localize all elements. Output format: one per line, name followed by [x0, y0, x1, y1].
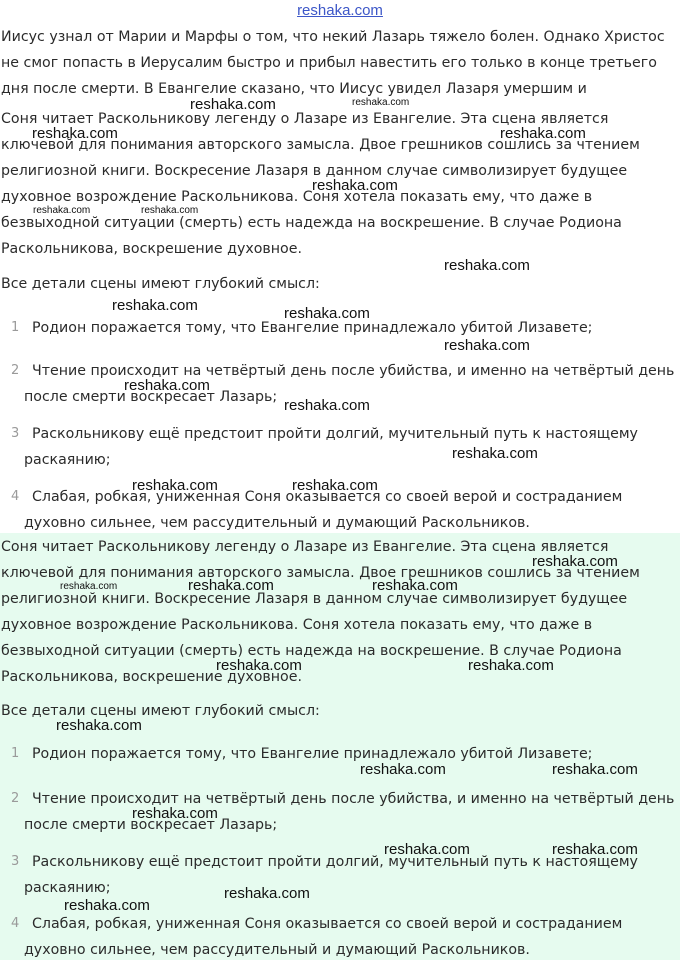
- list-item-text: Родион поражается тому, что Евангелие принадлежало убитой Лизавете;: [32, 320, 593, 336]
- watermark: reshaka.com: [552, 841, 638, 858]
- watermark: reshaka.com: [33, 205, 91, 216]
- list-item-number: 4: [11, 489, 20, 504]
- watermark: reshaka.com: [112, 297, 198, 314]
- watermark: reshaka.com: [132, 805, 218, 822]
- watermark: reshaka.com: [444, 257, 530, 274]
- watermark: reshaka.com: [552, 761, 638, 778]
- watermark: reshaka.com: [468, 657, 554, 674]
- watermark: reshaka.com: [532, 553, 618, 570]
- watermark: reshaka.com: [32, 125, 118, 142]
- list-item-number: 3: [11, 426, 20, 441]
- list-item-number: 1: [11, 320, 20, 335]
- watermark: reshaka.com: [452, 445, 538, 462]
- watermark: reshaka.com: [444, 337, 530, 354]
- list-item-number: 4: [11, 916, 20, 931]
- list-item-text: Слабая, робкая, униженная Соня оказывается со своей верой и состраданием духовно сильнее, чем рассудительный и думающий Раскольников.: [24, 489, 623, 531]
- watermark: reshaka.com: [141, 205, 199, 216]
- watermark: reshaka.com: [224, 885, 310, 902]
- list-item-text: Раскольникову ещё предстоит пройти долгий, мучительный путь к настоящему раскаянию;: [24, 426, 638, 468]
- list-item-text: Чтение происходит на четвёртый день после убийства, и именно на четвёртый день после смерти воскресает Лазарь;: [24, 363, 675, 405]
- scene-paragraph: Соня читает Раскольникову легенду о Лазаре из Евангелие. Эта сцена является ключевой для понимания авторского замысла. Двое грешников сошлись за чтением религиозной книги. Воскресение Лазаря в данном случае символизирует будущее духовное возрождение Раскольникова. Соня хотела показать ему, что даже в безвыходной ситуации (смерть) есть надежда на воскрешение. В случае Родиона Раскольникова, воскрешение духовное.: [1, 111, 640, 257]
- scene-paragraph: Соня читает Раскольникову легенду о Лазаре из Евангелие. Эта сцена является ключевой для понимания авторского замысла. Двое грешников сошлись за чтением религиозной книги. Воскресение Лазаря в данном случае символизирует будущее духовное возрождение Раскольникова. Соня хотела показать ему, что даже в безвыходной ситуации (смерть) есть надежда на воскрешение. В случае Родиона Раскольникова, воскрешение духовное.: [1, 539, 640, 685]
- list-item-text: Слабая, робкая, униженная Соня оказывается со своей верой и состраданием духовно сильнее, чем рассудительный и думающий Раскольников.: [24, 916, 623, 958]
- intro-paragraph: Иисус узнал от Марии и Марфы о том, что некий Лазарь тяжело болен. Однако Христос не смог попасть в Иерусалим быстро и прибыл навестить его только в конце третьего дня после смерти. В Евангелие сказано, что Иисус увидел Лазаря умершим и: [1, 29, 665, 97]
- watermark: reshaka.com: [132, 477, 218, 494]
- list-item: [0, 911, 680, 963]
- list-item-text: Чтение происходит на четвёртый день после убийства, и именно на четвёртый день после смерти воскресает Лазарь;: [24, 791, 675, 833]
- watermark: reshaka.com: [312, 177, 398, 194]
- watermark: reshaka.com: [372, 577, 458, 594]
- list-item-number: 1: [11, 746, 20, 761]
- watermark: reshaka.com: [190, 96, 276, 113]
- list-heading: Все детали сцены имеют глубокий смысл:: [1, 276, 320, 292]
- list-item-number: 3: [11, 854, 20, 869]
- list-item-text: Родион поражается тому, что Евангелие принадлежало убитой Лизавете;: [32, 746, 593, 762]
- list-item-number: 2: [11, 791, 20, 806]
- list-item: [0, 421, 680, 473]
- watermark: reshaka.com: [188, 577, 274, 594]
- watermark: reshaka.com: [60, 581, 118, 592]
- watermark: reshaka.com: [56, 717, 142, 734]
- watermark: reshaka.com: [384, 841, 470, 858]
- watermark: reshaka.com: [352, 97, 410, 108]
- list-item: [0, 786, 680, 838]
- list-item-number: 2: [11, 363, 20, 378]
- watermark: reshaka.com: [216, 657, 302, 674]
- watermark: reshaka.com: [360, 761, 446, 778]
- list-heading: Все детали сцены имеют глубокий смысл:: [1, 703, 320, 719]
- watermark: reshaka.com: [500, 125, 586, 142]
- watermark: reshaka.com: [124, 377, 210, 394]
- watermark: reshaka.com: [292, 477, 378, 494]
- list-item-text: Раскольникову ещё предстоит пройти долгий, мучительный путь к настоящему раскаянию;: [24, 854, 638, 896]
- site-title-link[interactable]: reshaka.com: [297, 2, 383, 19]
- watermark: reshaka.com: [64, 897, 150, 914]
- watermark: reshaka.com: [284, 397, 370, 414]
- watermark: reshaka.com: [284, 305, 370, 322]
